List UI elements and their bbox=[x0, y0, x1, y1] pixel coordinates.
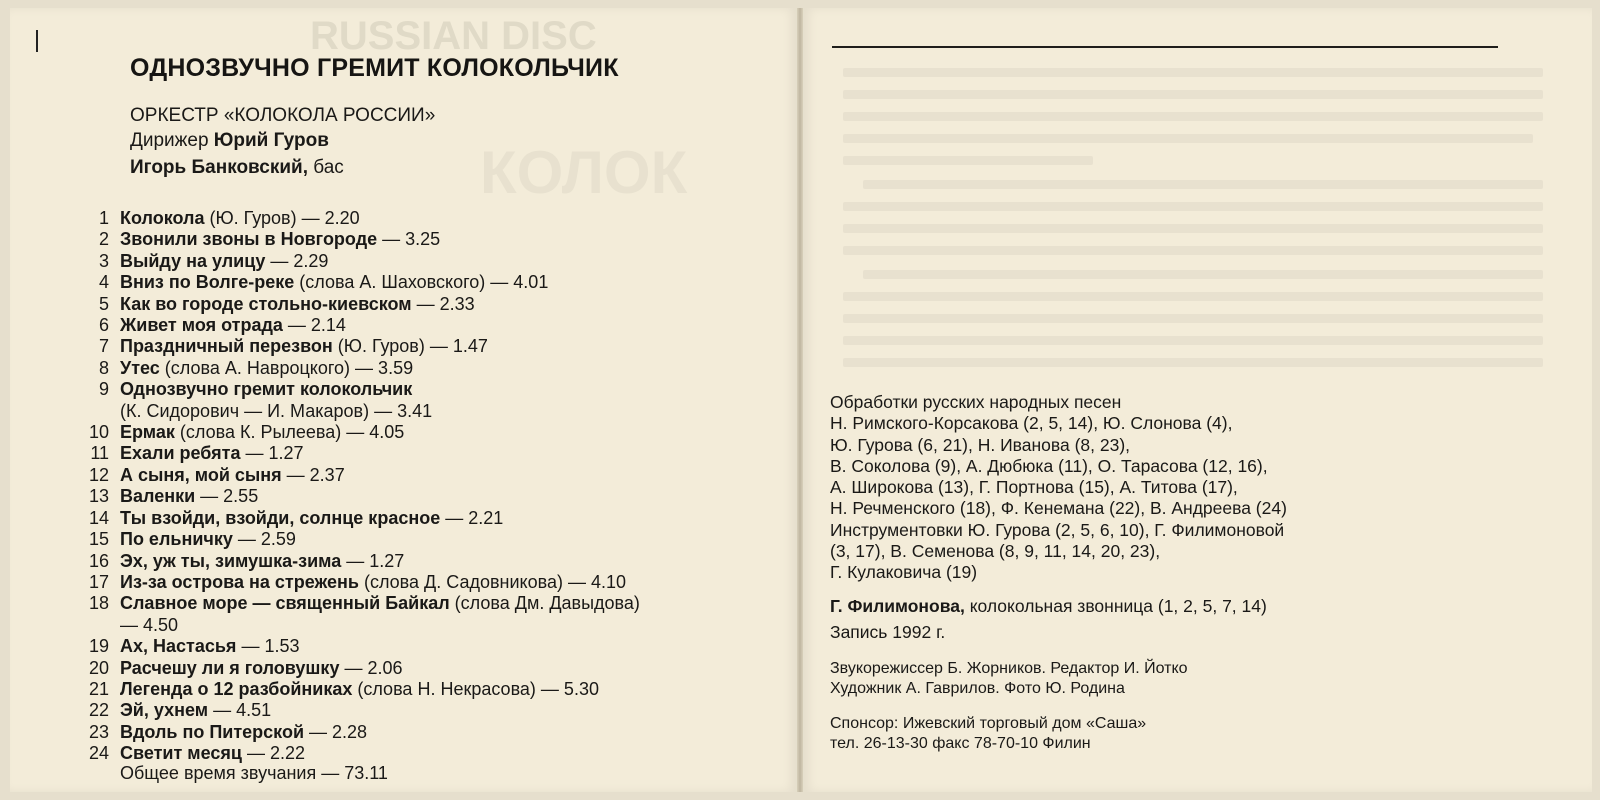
track-number: 17 bbox=[88, 571, 109, 592]
track-title: Эй, ухнем bbox=[120, 700, 209, 721]
track-row bbox=[88, 465, 778, 486]
conductor-credit bbox=[130, 129, 329, 153]
soloist-name: Игорь Банковский, bbox=[130, 157, 308, 178]
track-number: 2 bbox=[98, 229, 109, 250]
track-number: 12 bbox=[88, 464, 109, 485]
track-row bbox=[88, 229, 778, 250]
track-number: 3 bbox=[98, 250, 109, 271]
track-details: — 3.25 bbox=[377, 229, 441, 250]
arrangement-line: Н. Римского-Корсакова (2, 5, 14), Ю. Слонова (4), bbox=[830, 413, 1233, 434]
show-through-ghost: КОЛОК bbox=[480, 139, 688, 206]
track-row bbox=[88, 636, 778, 657]
crop-mark bbox=[36, 30, 38, 52]
track-details: (слова А. Шаховского) — 4.01 bbox=[294, 272, 549, 293]
track-details: — 2.37 bbox=[281, 464, 345, 485]
track-details: — 4.51 bbox=[208, 700, 272, 721]
track-row-continued bbox=[88, 615, 778, 636]
conductor-name: Юрий Гуров bbox=[213, 130, 329, 151]
track-number: 23 bbox=[88, 721, 109, 742]
track-row bbox=[88, 379, 778, 400]
arrangements-heading: Обработки русских народных песен bbox=[830, 392, 1122, 412]
track-row bbox=[88, 529, 778, 550]
track-number: 16 bbox=[88, 550, 109, 571]
track-details: — 2.14 bbox=[282, 315, 346, 336]
show-through-ghost: RUSSIAN DISC bbox=[310, 14, 597, 58]
track-number: 15 bbox=[88, 529, 109, 550]
recording-year: Запись 1992 г. bbox=[830, 622, 946, 642]
bells-role: колокольная звонница (1, 2, 5, 7, 14) bbox=[964, 596, 1267, 616]
album-title: ОДНОЗВУЧНО ГРЕМИТ КОЛОКОЛЬЧИК bbox=[130, 54, 619, 82]
arrangement-line: А. Широкова (13), Г. Портнова (15), А. Титова (17), bbox=[830, 477, 1238, 498]
track-title: Как во городе стольно-киевском bbox=[120, 293, 412, 314]
track-row bbox=[88, 679, 778, 700]
track-row bbox=[88, 336, 778, 357]
track-details: (слова Дм. Давыдова) bbox=[449, 593, 640, 614]
track-title: Светит месяц bbox=[120, 743, 242, 764]
track-number: 19 bbox=[88, 636, 109, 657]
track-details: (слова К. Рылеева) — 4.05 bbox=[174, 422, 405, 443]
track-title: Живет моя отрада bbox=[120, 315, 283, 336]
track-row bbox=[88, 208, 778, 229]
track-title: Вдоль по Питерской bbox=[120, 721, 305, 742]
track-details: — 1.27 bbox=[240, 443, 304, 464]
soloist-role: бас bbox=[313, 157, 344, 178]
orchestra-label: ОРКЕСТР «КОЛОКОЛА РОССИИ» bbox=[130, 105, 436, 126]
track-title: Утес bbox=[120, 357, 160, 378]
track-title: Расчешу ли я головушку bbox=[120, 657, 340, 678]
track-number: 14 bbox=[88, 507, 109, 528]
track-title: Колокола bbox=[120, 208, 205, 228]
track-row bbox=[88, 315, 778, 336]
track-row bbox=[88, 358, 778, 379]
track-title: А сыня, мой сыня bbox=[120, 464, 282, 485]
track-number: 18 bbox=[88, 593, 109, 614]
track-title: Ты взойди, взойди, солнце красное bbox=[120, 507, 441, 528]
track-row bbox=[88, 722, 778, 743]
track-title: Из-за острова на стрежень bbox=[120, 571, 359, 592]
track-details: — 2.22 bbox=[241, 743, 306, 764]
track-title: Звонили звоны в Новгороде bbox=[120, 229, 378, 250]
track-row bbox=[88, 572, 778, 593]
arrangement-line: Н. Речменского (18), Ф. Кенемана (22), В. Андреева (24) bbox=[830, 498, 1287, 519]
track-title: Легенда о 12 разбойниках bbox=[120, 678, 353, 699]
track-title: По ельничку bbox=[120, 529, 233, 550]
sponsor-contacts: тел. 26-13-30 факс 78-70-10 Филин bbox=[830, 735, 1091, 752]
sponsor-info bbox=[830, 714, 1530, 754]
track-row bbox=[88, 593, 778, 614]
track-title: Выйду на улицу bbox=[120, 250, 266, 271]
arrangement-line: Ю. Гурова (6, 21), Н. Иванова (8, 23), bbox=[830, 434, 1131, 455]
track-row bbox=[88, 551, 778, 572]
track-row bbox=[88, 508, 778, 529]
track-details: — 2.21 bbox=[440, 507, 504, 528]
track-row bbox=[88, 272, 778, 293]
track-number: 4 bbox=[98, 272, 109, 293]
track-details: (Ю. Гуров) — 2.20 bbox=[204, 208, 360, 228]
arrangement-line: В. Соколова (9), А. Дюбюка (11), О. Тарасова (12, 16), bbox=[830, 455, 1268, 476]
track-title: Ехали ребята bbox=[120, 443, 241, 464]
staff-line: Художник А. Гаврилов. Фото Ю. Родина bbox=[830, 680, 1125, 697]
conductor-prefix: Дирижер bbox=[130, 130, 209, 151]
track-row bbox=[88, 294, 778, 315]
track-row bbox=[88, 443, 778, 464]
track-details: — 2.28 bbox=[304, 721, 368, 742]
track-row bbox=[88, 658, 778, 679]
track-title: Однозвучно гремит колокольчик bbox=[120, 379, 413, 400]
orchestra-credit bbox=[130, 104, 435, 128]
track-details: (слова Н. Некрасова) — 5.30 bbox=[352, 678, 599, 699]
track-row-continued bbox=[88, 401, 778, 422]
track-number: 24 bbox=[88, 743, 109, 764]
track-row bbox=[88, 251, 778, 272]
track-number: 20 bbox=[88, 657, 109, 678]
sponsor-line: Спонсор: Ижевский торговый дом «Саша» bbox=[830, 715, 1147, 732]
total-time: Общее время звучания — 73.11 bbox=[120, 763, 388, 783]
track-details: (слова Д. Садовникова) — 4.10 bbox=[358, 571, 627, 592]
track-number: 22 bbox=[88, 700, 109, 721]
track-number: 6 bbox=[98, 315, 109, 336]
track-title: Праздничный перезвон bbox=[120, 336, 333, 357]
track-details: — 1.53 bbox=[236, 636, 300, 657]
track-details: — 2.29 bbox=[265, 250, 329, 271]
track-number: 8 bbox=[98, 357, 109, 378]
track-number: 5 bbox=[98, 293, 109, 314]
orchestration-line: Инструментовки Ю. Гурова (2, 5, 6, 10), Г. Филимоновой bbox=[830, 519, 1285, 540]
track-details: — 2.55 bbox=[195, 486, 259, 507]
track-number: 11 bbox=[90, 443, 109, 464]
orchestration-line: (3, 17), В. Семенова (8, 9, 11, 14, 20, 23), bbox=[830, 541, 1161, 562]
track-row bbox=[88, 422, 778, 443]
track-number: 9 bbox=[98, 379, 109, 400]
track-details: (слова А. Навроцкого) — 3.59 bbox=[159, 357, 414, 378]
soloist-credit bbox=[130, 156, 344, 180]
track-title: Вниз по Волге-реке bbox=[120, 272, 295, 293]
left-page bbox=[10, 8, 797, 792]
bells-credit bbox=[830, 596, 1530, 617]
track-title: Ах, Настасья bbox=[120, 636, 237, 657]
arrangements-credits bbox=[830, 392, 1530, 584]
track-details: — 2.59 bbox=[232, 529, 296, 550]
track-row bbox=[88, 743, 778, 764]
track-row bbox=[88, 486, 778, 507]
track-title: Эх, уж ты, зимушка-зима bbox=[120, 550, 342, 571]
track-number: 21 bbox=[88, 678, 109, 699]
track-details: (Ю. Гуров) — 1.47 bbox=[332, 336, 488, 357]
production-staff bbox=[830, 659, 1530, 699]
track-details: — 1.27 bbox=[341, 550, 405, 571]
track-title: Славное море — священный Байкал bbox=[120, 593, 450, 614]
track-details: — 4.50 bbox=[120, 614, 179, 635]
track-number: 10 bbox=[88, 422, 109, 443]
staff-line: Звукорежиссер Б. Жорников. Редактор И. Йотко bbox=[830, 660, 1188, 677]
track-details: — 2.33 bbox=[411, 293, 475, 314]
track-details: — 2.06 bbox=[339, 657, 403, 678]
bells-performer: Г. Филимонова, bbox=[830, 596, 965, 616]
top-rule bbox=[832, 46, 1498, 48]
track-number: 13 bbox=[88, 486, 109, 507]
track-title: Валенки bbox=[120, 486, 196, 507]
track-list bbox=[88, 208, 778, 765]
track-details: (К. Сидорович — И. Макаров) — 3.41 bbox=[120, 400, 433, 421]
track-number: 7 bbox=[98, 336, 109, 357]
orchestration-line: Г. Кулаковича (19) bbox=[830, 562, 978, 583]
track-row bbox=[88, 700, 778, 721]
track-title: Ермак bbox=[120, 422, 175, 443]
track-number: 1 bbox=[98, 208, 109, 228]
